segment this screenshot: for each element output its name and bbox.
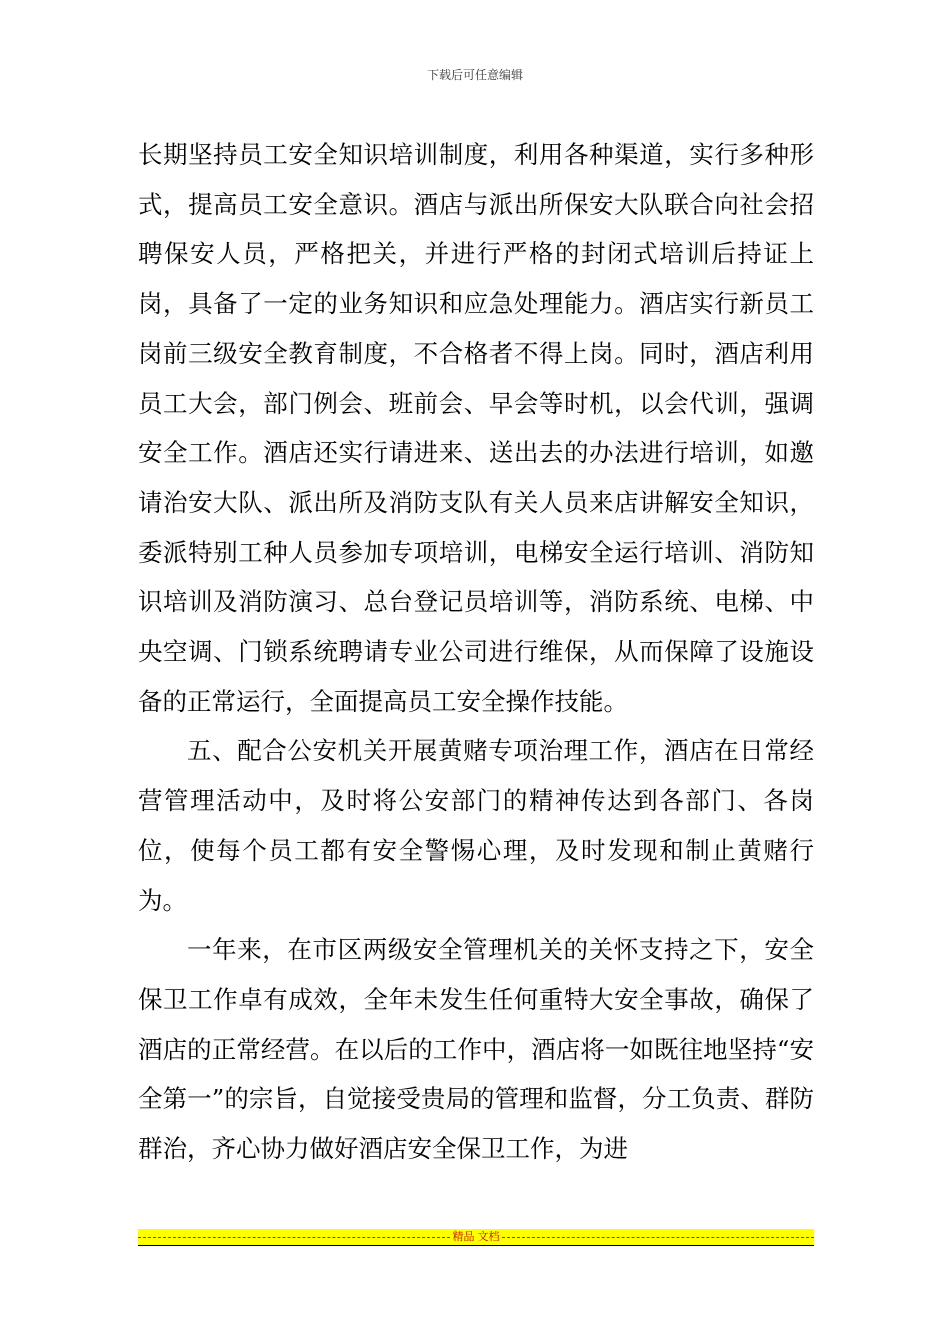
footer-banner [138,1229,814,1245]
document-body [138,130,814,1174]
footer-rule [138,1245,814,1246]
paragraph-2: 五、配合公安机关开展黄赌专项治理工作，酒店在日常经营管理活动中，及时将公安部门的精神传达到各部门、各岗位，使每个员工都有安全警惕心理，及时发现和制止黄赌行为。 [138,736,814,915]
footer-label: 精品 文档 [452,1231,500,1243]
footer-dashes-left [138,1237,450,1238]
footer-dashes-right [502,1237,814,1238]
page-header: 下载后可任意编辑 [426,68,523,82]
paragraph-3: 一年来，在市区两级安全管理机关的关怀支持之下，安全保卫工作卓有成效，全年未发生任何重特大安全事故，确保了酒店的正常经营。在以后的工作中，酒店将一如既往地坚持“安全第一”的宗旨，自觉接受贵局的管理和监督，分工负责、群防群治，齐心协力做好酒店安全保卫工作，为进 [138,935,814,1164]
paragraph-1: 长期坚持员工安全知识培训制度，利用各种渠道，实行多种形式，提高员工安全意识。酒店与派出所保安大队联合向社会招聘保安人员，严格把关，并进行严格的封闭式培训后持证上岗，具备了一定的业务知识和应急处理能力。酒店实行新员工岗前三级安全教育制度，不合格者不得上岗。同时，酒店利用员工大会，部门例会、班前会、早会等时机，以会代训，强调安全工作。酒店还实行请进来、送出去的办法进行培训，如邀请治安大队、派出所及消防支队有关人员来店讲解安全知识，委派特别工种人员参加专项培训，电梯安全运行培训、消防知识培训及消防演习、总台登记员培训等，消防系统、电梯、中央空调、门锁系统聘请专业公司进行维保，从而保障了设施设备的正常运行，全面提高员工安全操作技能。 [138,140,814,716]
